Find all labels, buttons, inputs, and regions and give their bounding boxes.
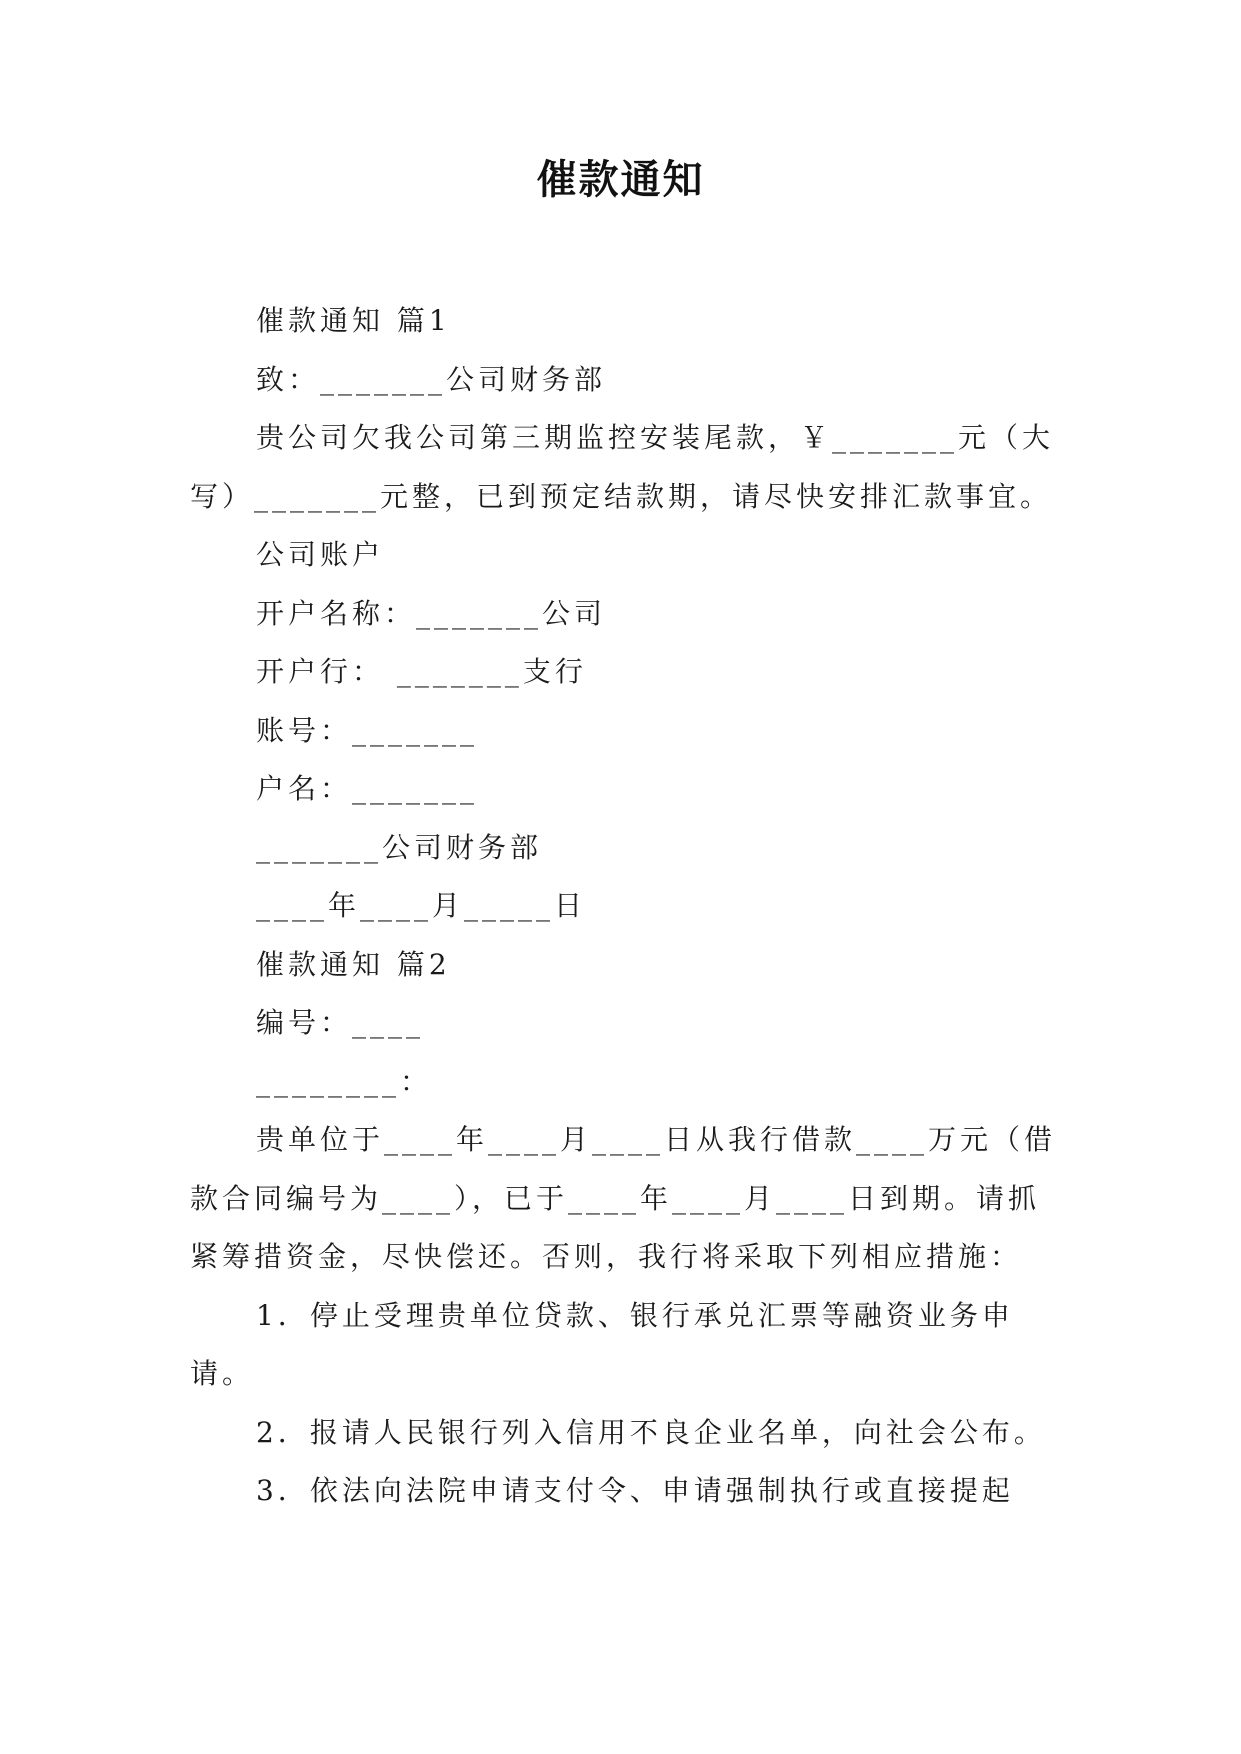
bank-branch-line: 开户行： _______支行 [256,655,587,688]
measure-item-3: 3．依法向法院申请支付令、申请强制执行或直接提起 [256,1474,1014,1507]
document-title: 催款通知 [536,157,705,203]
section-heading-2: 催款通知 篇2 [256,947,451,981]
account-number-line: 账号：_______ [256,713,479,747]
account-name-line: 开户名称：_______公司 [256,596,607,630]
section-heading-1: 催款通知 篇1 [256,304,451,337]
date-line: ____年____月_____日 [256,889,587,922]
signature-line: _______公司财务部 [256,830,543,864]
loan-overdue-paragraph: 贵单位于____年____月____日从我行借款____万元（借款合同编号为____），已于____年____月____日到期。请抓紧筹措资金，尽快偿还。否则，我行将采取下列相应措施： [190,1123,1057,1273]
reference-number-line: 编号：____ [256,1006,425,1039]
measure-item-2: 2．报请人民银行列入信用不良企业名单，向社会公布。 [256,1415,1046,1449]
document-body [190,292,1060,1521]
measure-item-1: 1．停止受理贵单位贷款、银行承兑汇票等融资业务申请。 [190,1298,1014,1390]
addressee-line: ________： [256,1064,433,1098]
payment-request-paragraph: 贵公司欠我公司第三期监控安装尾款，￥_______元（大写）_______元整，已到预定结款期，请尽快安排汇款事宜。 [190,421,1055,513]
account-heading: 公司账户 [256,538,385,571]
account-holder-line: 户名：_______ [256,772,479,805]
recipient-line: 致：_______公司财务部 [256,362,607,396]
